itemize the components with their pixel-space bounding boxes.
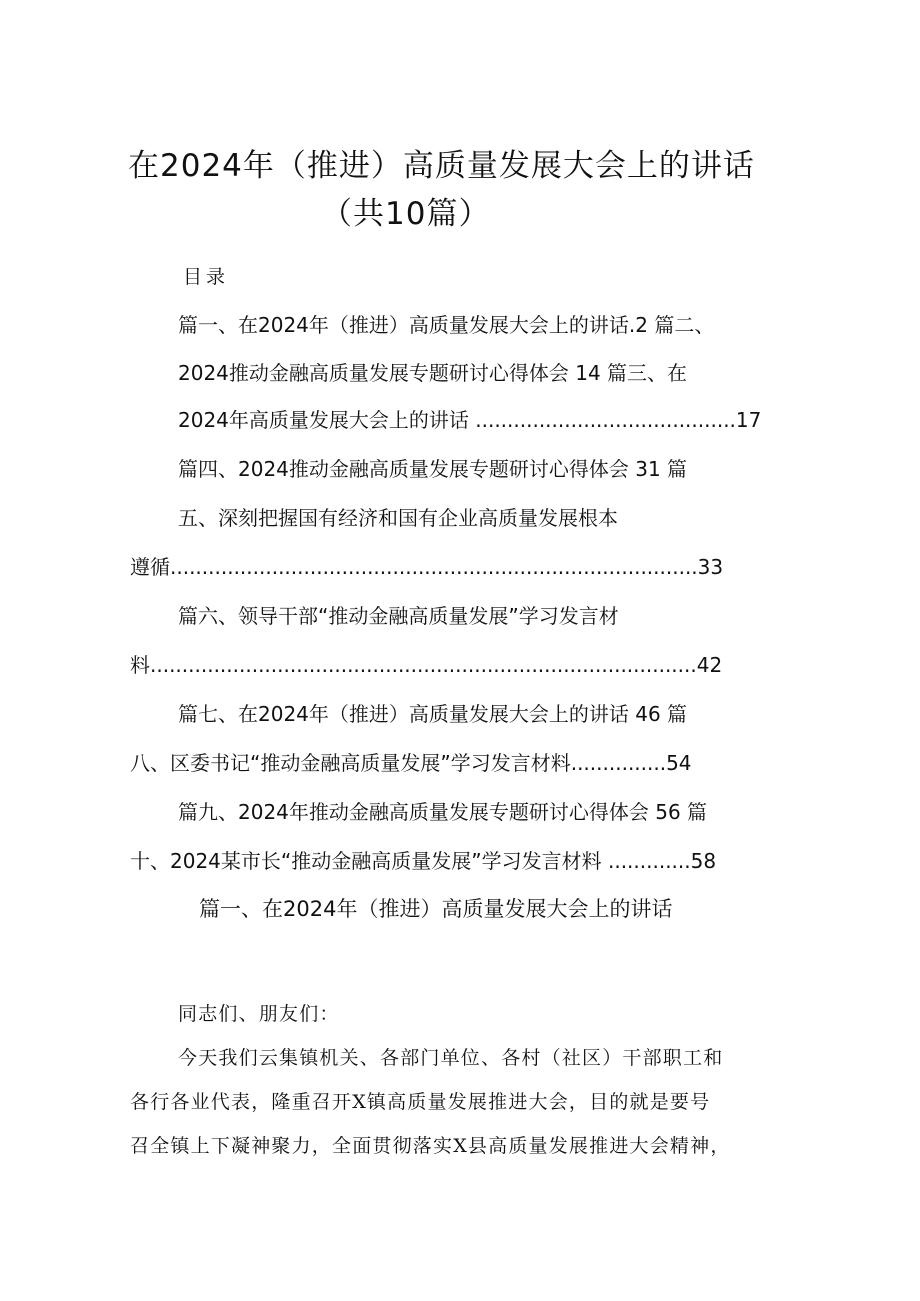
toc-line: 2024推动金融高质量发展专题研讨心得体会 14 篇三、在 <box>178 361 688 385</box>
toc-line: 遵循...................................................................................33 <box>130 555 724 579</box>
toc-line: 篇六、领导干部“推动金融高质量发展”学习发言材 <box>178 604 619 628</box>
toc-line: 篇四、2024推动金融高质量发展专题研讨心得体会 31 篇 <box>178 457 688 481</box>
section-heading: 篇一、在2024年（推进）高质量发展大会上的讲话 <box>199 897 673 921</box>
document-title-line2: （共10篇） <box>321 196 491 232</box>
toc-line: 料......................................................................................42 <box>130 653 723 677</box>
toc-line: 篇一、在2024年（推进）高质量发展大会上的讲话.2 篇二、 <box>178 313 715 337</box>
body-line: 今天我们云集镇机关、各部门单位、各村（社区）干部职工和 <box>178 1047 724 1069</box>
toc-line: 篇七、在2024年（推进）高质量发展大会上的讲话 46 篇 <box>178 702 688 726</box>
body-line: 召全镇上下凝神聚力，全面贯彻落实X县高质量发展推进大会精神， <box>130 1135 731 1157</box>
toc-line: 2024年高质量发展大会上的讲话 .........................................17 <box>178 408 762 432</box>
toc-line: 五、深刻把握国有经济和国有企业高质量发展根本 <box>178 506 618 530</box>
document-title-line1: 在2024年（推进）高质量发展大会上的讲话 <box>128 148 755 184</box>
toc-line: 八、区委书记“推动金融高质量发展”学习发言材料...............54 <box>130 751 692 775</box>
salutation: 同志们、朋友们： <box>178 1003 340 1025</box>
toc-line: 篇九、2024年推动金融高质量发展专题研讨心得体会 56 篇 <box>178 800 708 824</box>
toc-label: 目录 <box>183 266 230 288</box>
toc-line: 十、2024某市长“推动金融高质量发展”学习发言材料 .............58 <box>130 849 717 873</box>
body-line: 各行各业代表，隆重召开X镇高质量发展推进大会，目的就是要号 <box>130 1091 711 1113</box>
